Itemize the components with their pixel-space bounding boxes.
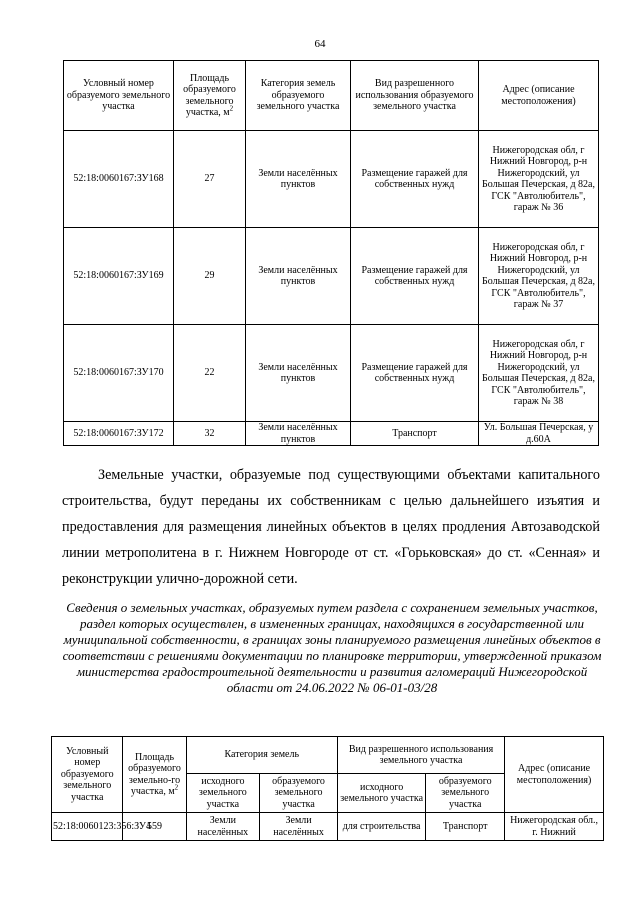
- cell-use: Размещение гаражей для собственных нужд: [351, 228, 479, 325]
- header-use: Вид разрешенного использования земельного участка: [337, 737, 504, 774]
- table-row: [64, 422, 599, 446]
- header-area-label: Площадь образуемого земельно-го участка, м: [128, 751, 181, 797]
- body-paragraph: [62, 462, 600, 592]
- cell-address: Нижегородская обл, г Нижний Новгород, р-н Нижегородский, ул Большая Печерская, д 82а, ГСК "Автолюбитель", гараж № 37: [479, 228, 599, 325]
- land-plots-table: [63, 60, 599, 446]
- header-area-sup: 2: [174, 783, 179, 792]
- cell-category-formed: Земли населённых: [260, 813, 338, 841]
- cell-use: Транспорт: [351, 422, 479, 446]
- section-heading: Сведения о земельных участках, образуемых путем раздела с сохранением земельных участков, раздел которых осуществлен, в измененных границах, находящихся в государственной или муниципальной собственности, в границах зоны планируемого размещения линейных объектов в соответствии с решениями документации по планировке территории, утвержденной приказом министерства градостроительной деятельности и развития агломераций Нижегородской области от 24.06.2022 № 06-01-03/28: [62, 600, 602, 695]
- cell-number: 52:18:0060167:ЗУ170: [64, 325, 174, 422]
- cell-category-source: Земли населённых: [186, 813, 260, 841]
- cell-number: 52:18:0060167:ЗУ172: [64, 422, 174, 446]
- page-number: 64: [314, 38, 326, 50]
- table-row: [64, 131, 599, 228]
- cell-category: Земли населённых пунктов: [246, 422, 351, 446]
- table-row: [52, 813, 604, 841]
- cell-area: 27: [174, 131, 246, 228]
- cell-area: 29: [174, 228, 246, 325]
- paragraph-text: Земельные участки, образуемые под существующими объектами капитального строительства, будут переданы их собственникам с целью дальнейшего изъятия и предоставления для размещения линейных объектов в целях продления Автозаводской линии метрополитена в г. Нижнем Новгороде от ст. «Горьковская» до ст. «Сенная» и реконструкции улично-дорожной сети.: [62, 467, 600, 587]
- cell-use-source: для строительства: [337, 813, 425, 841]
- cell-address: Ул. Большая Печерская, у д.60А: [479, 422, 599, 446]
- cell-category: Земли населённых пунктов: [246, 228, 351, 325]
- table-header-row: [64, 61, 599, 131]
- header-cadastral: Условный номер образуемого земельного участка: [64, 61, 174, 131]
- header-category: Категория земель: [186, 737, 337, 774]
- table-header-row: [52, 737, 604, 774]
- header-use: Вид разрешенного использования образуемого земельного участка: [351, 61, 479, 131]
- header-category: Категория земель образуемого земельного участка: [246, 61, 351, 131]
- cell-address: Нижегородская обл., г. Нижний: [505, 813, 604, 841]
- header-category-formed: образуемого земельного участка: [260, 774, 338, 813]
- cell-category: Земли населённых пунктов: [246, 131, 351, 228]
- header-area: [123, 737, 186, 813]
- cell-number: 52:18:0060167:ЗУ168: [64, 131, 174, 228]
- cell-area: 559: [123, 813, 186, 841]
- table-row: [64, 228, 599, 325]
- cell-use: Размещение гаражей для собственных нужд: [351, 131, 479, 228]
- header-category-source: исходного земельного участка: [186, 774, 260, 813]
- header-address: Адрес (описание местоположения): [479, 61, 599, 131]
- cell-address: Нижегородская обл, г Нижний Новгород, р-н Нижегородский, ул Большая Печерская, д 82а, ГСК "Автолюбитель", гараж № 38: [479, 325, 599, 422]
- cell-area: 32: [174, 422, 246, 446]
- cell-use: Размещение гаражей для собственных нужд: [351, 325, 479, 422]
- table-row: [64, 325, 599, 422]
- header-use-formed: образуемого земельного участка: [426, 774, 505, 813]
- cell-number: 52:18:0060167:ЗУ169: [64, 228, 174, 325]
- header-area-sup: 2: [229, 104, 234, 113]
- land-plots-table-2: [51, 736, 604, 841]
- header-cadastral: Условный номер образуемого земельного участка: [52, 737, 123, 813]
- cell-address: Нижегородская обл, г Нижний Новгород, р-н Нижегородский, ул Большая Печерская, д 82а, ГСК "Автолюбитель", гараж № 36: [479, 131, 599, 228]
- header-area: [174, 61, 246, 131]
- header-use-source: исходного земельного участка: [337, 774, 425, 813]
- cell-use-formed: Транспорт: [426, 813, 505, 841]
- cell-category: Земли населённых пунктов: [246, 325, 351, 422]
- cell-area: 22: [174, 325, 246, 422]
- header-address: Адрес (описание местоположения): [505, 737, 604, 813]
- header-area-label: Площадь образуемого земельного участка, м: [183, 72, 236, 118]
- cell-number: 52:18:0060123:356:ЗУ4: [52, 813, 123, 841]
